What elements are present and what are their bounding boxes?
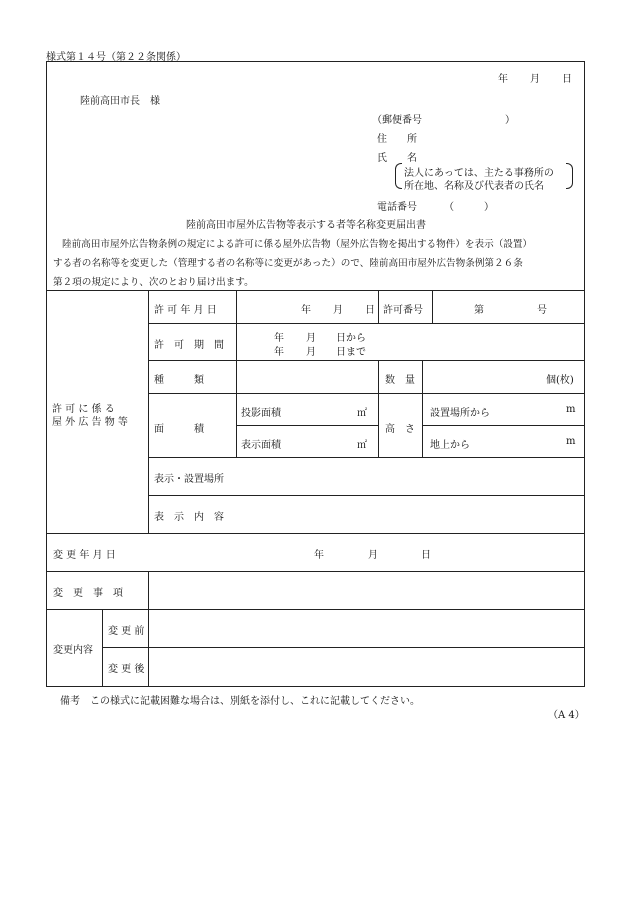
period-from-year: 年 <box>274 333 284 344</box>
permit-number-label: 許可番号 <box>383 305 423 316</box>
name-label: 氏 名 <box>377 153 417 164</box>
phone-paren: （ ） <box>444 202 494 213</box>
address-label: 住 所 <box>377 134 417 145</box>
period-to-year: 年 <box>274 347 284 358</box>
quantity-unit: 個(枚) <box>546 375 574 386</box>
change-date-day: 日 <box>421 550 431 561</box>
change-date-month: 月 <box>368 550 378 561</box>
form-title: 陸前高田市屋外広告物等表示する者等名称変更届出書 <box>186 220 426 231</box>
permit-date-label: 許 可 年 月 日 <box>154 305 217 316</box>
permit-number-suffix: 号 <box>537 305 547 316</box>
location-label: 表示・設置場所 <box>154 474 224 485</box>
before-label: 変 更 前 <box>108 626 145 637</box>
type-label: 種 類 <box>154 375 204 386</box>
section-label-1: 許 可 に 係 る <box>52 404 115 415</box>
phone-label: 電話番号 <box>377 202 417 213</box>
content-label: 表 示 内 容 <box>154 512 224 523</box>
form-frame <box>46 61 585 687</box>
after-label: 変 更 後 <box>108 664 145 675</box>
height-from-site-unit: m <box>566 404 576 415</box>
section-label-2: 屋 外 広 告 物 等 <box>52 417 128 428</box>
header-day: 日 <box>562 74 572 85</box>
header-year: 年 <box>498 74 508 85</box>
projected-area-unit: ㎡ <box>357 408 367 419</box>
permit-date-year: 年 <box>301 305 311 316</box>
display-area-unit: ㎡ <box>357 440 367 451</box>
change-date-label: 変 更 年 月 日 <box>53 550 116 561</box>
addressee: 陸前高田市長 様 <box>80 96 160 107</box>
height-from-ground-label: 地上から <box>430 440 470 451</box>
permit-date-month: 月 <box>333 305 343 316</box>
body-line-3: 第２項の規定により、次のとおり届け出ます。 <box>53 277 254 288</box>
permit-date-day: 日 <box>365 305 375 316</box>
height-label: 高 さ <box>385 424 415 435</box>
height-from-ground-unit: m <box>566 436 576 447</box>
change-date-year: 年 <box>314 550 324 561</box>
period-from-day: 日から <box>336 333 366 344</box>
period-from-month: 月 <box>306 333 316 344</box>
header-month: 月 <box>530 74 540 85</box>
postal-label: （郵便番号 <box>372 115 422 126</box>
projected-area-label: 投影面積 <box>241 408 281 419</box>
corp-note-1: 法人にあっては、主たる事務所の <box>404 168 554 179</box>
body-line-2: する者の名称等を変更した（管理する者の名称等に変更があった）ので、陸前高田市屋外広告物条例第２６条 <box>53 258 523 269</box>
paper-size: （A 4） <box>548 710 585 721</box>
change-item-label: 変 更 事 項 <box>53 588 123 599</box>
note: 備考 この様式に記載困難な場合は、別紙を添付し、これに記載してください。 <box>60 696 420 707</box>
postal-close: ） <box>505 115 515 126</box>
period-to-day: 日まで <box>336 347 366 358</box>
period-label: 許 可 期 間 <box>154 340 224 351</box>
quantity-label: 数 量 <box>385 375 415 386</box>
form-number: 様式第１４号（第２２条関係） <box>46 52 186 63</box>
corp-note-2: 所在地、名称及び代表者の氏名 <box>404 181 544 192</box>
period-to-month: 月 <box>306 347 316 358</box>
display-area-label: 表示面積 <box>241 440 281 451</box>
area-label: 面 積 <box>154 424 204 435</box>
height-from-site-label: 設置場所から <box>430 408 490 419</box>
permit-number-prefix: 第 <box>474 305 484 316</box>
change-content-label: 変更内容 <box>53 645 93 656</box>
body-line-1: 陸前高田市屋外広告物条例の規定による許可に係る屋外広告物（屋外広告物を掲出する物件）を表示（設置） <box>62 239 533 250</box>
